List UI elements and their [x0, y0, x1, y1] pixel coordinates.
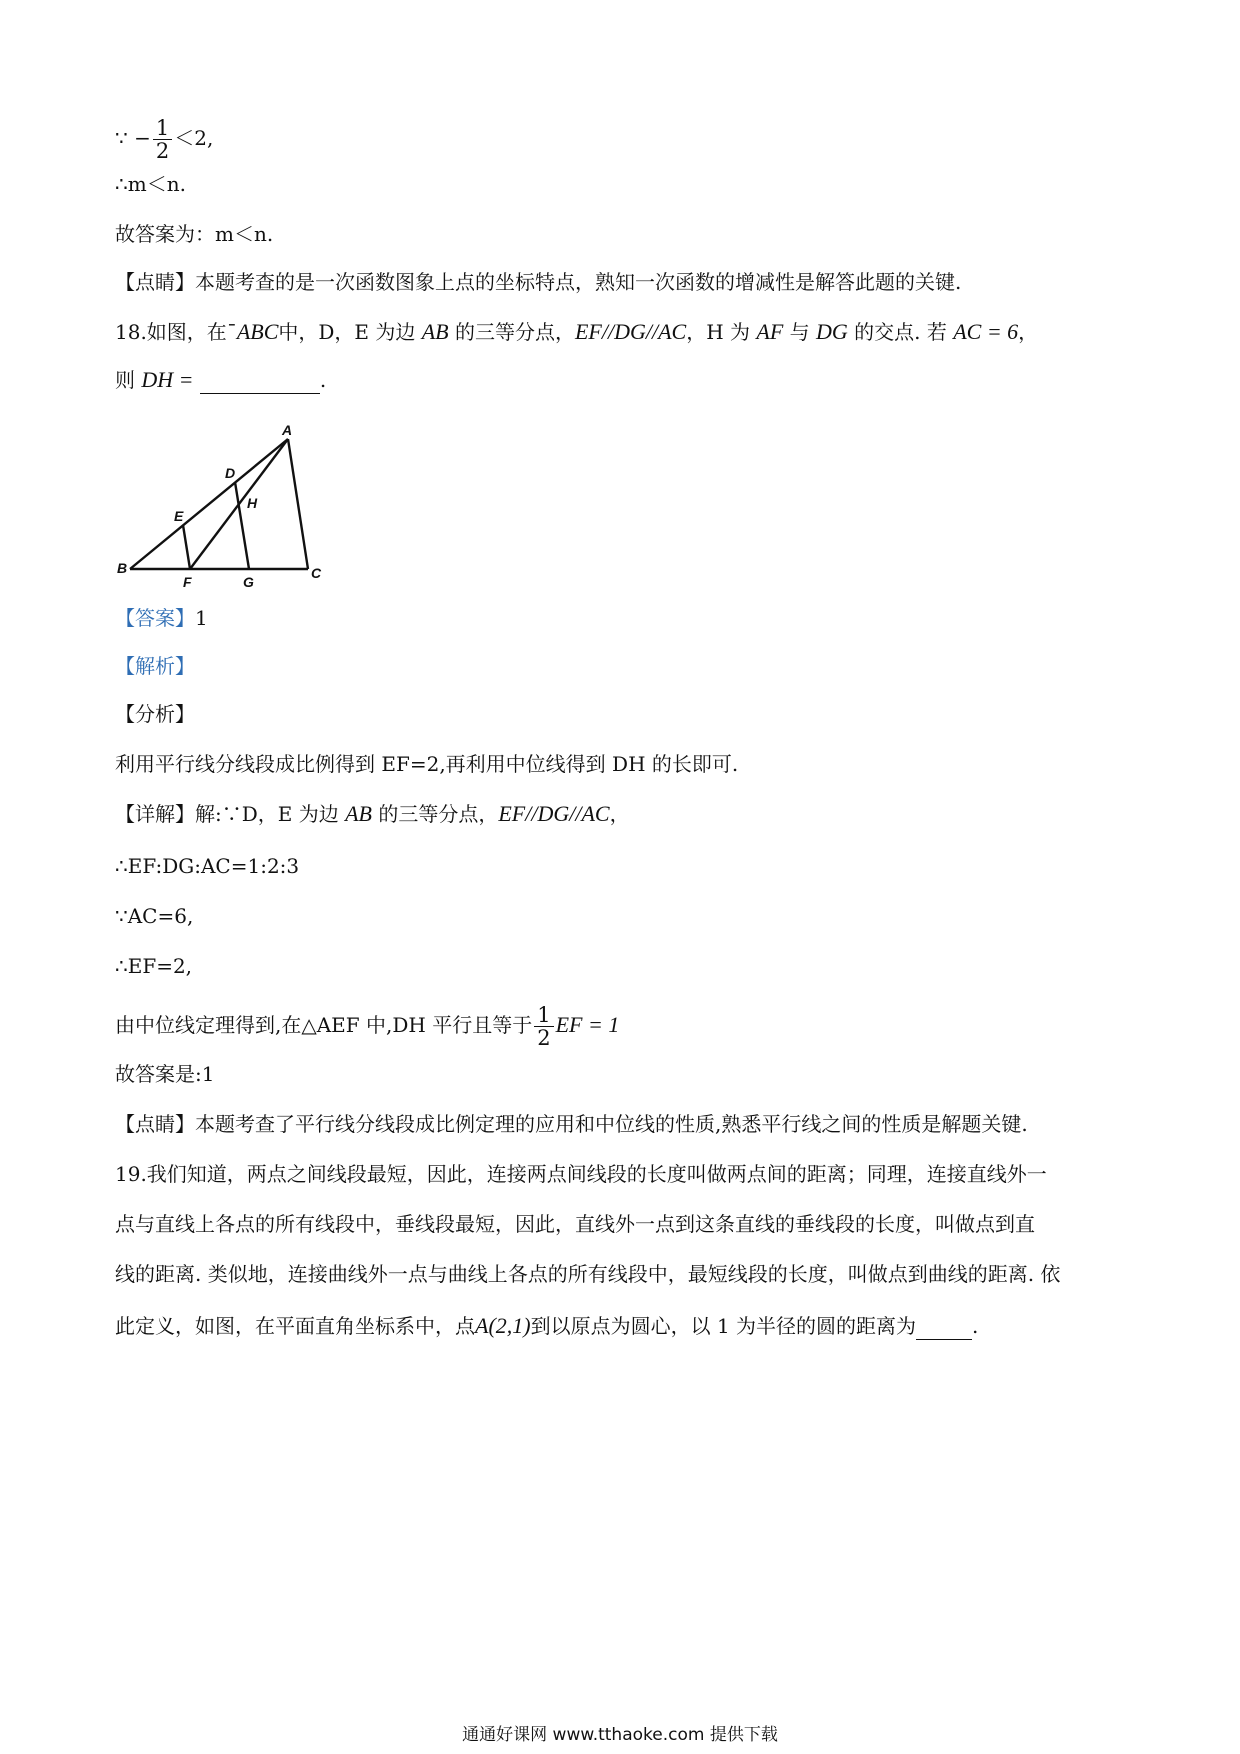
line-answer-m-lt-n: 故答案为：m＜n.: [115, 222, 274, 246]
segment-ef: [183, 525, 190, 569]
label-b: B: [117, 560, 128, 576]
page-footer: 通通好课网 www.tthaoke.com 提供下载: [462, 1725, 778, 1745]
answer-blank-19: [916, 1317, 972, 1340]
tag-dianjing: 【点睛】: [115, 270, 195, 294]
label-f: F: [183, 574, 192, 588]
label-g: G: [243, 574, 254, 588]
tag-dianjing-2: 【点睛】: [115, 1112, 195, 1136]
final-answer: 故答案是:1: [115, 1062, 215, 1086]
tag-xiangjie: 【详解】: [115, 802, 195, 826]
answer-line: [115, 604, 208, 632]
line-therefore-m-lt-n: ∴m＜n.: [115, 172, 186, 196]
q19-line-2: 点与直线上各点的所有线段中，垂线段最短，因此，直线外一点到这条直线的垂线段的长度，叫做点到直: [115, 1212, 1035, 1236]
tag-fenxi: 【分析】: [115, 702, 195, 726]
fraction-one-half: $\frac{1}{2}$: [153, 117, 172, 162]
dianjing-line-2: 【点睛】本题考查了平行线分线段成比例定理的应用和中位线的性质,熟悉平行线之间的性质是解题关键.: [115, 1112, 1028, 1136]
label-e: E: [174, 508, 184, 524]
line-since-fraction: ∵ − $\frac{1}{2}$ ＜2,: [115, 116, 214, 163]
fraction-one-half-2: $\frac{1}{2}$: [534, 1004, 553, 1049]
tag-jiexi: 【解析】: [115, 654, 195, 678]
answer-blank: [200, 371, 320, 394]
tag-answer: 【答案】: [115, 606, 195, 630]
triangle-figure: [115, 418, 335, 588]
q19-line-4: 此定义，如图，在平面直角坐标系中，点A(2,1)到以原点为圆心，以 1 为半径的圆的距离为 .: [115, 1313, 979, 1338]
step-midline: 由中位线定理得到,在△AEF 中,DH 平行且等于 $\frac{1}{2}$ EF = 1: [115, 1003, 620, 1050]
fenxi-body: 利用平行线分线段成比例得到 EF=2,再利用中位线得到 DH 的长即可.: [115, 752, 739, 776]
q19-line-1: 19.我们知道，两点之间线段最短，因此，连接两点间线段的长度叫做两点间的距离；同理，连接直线外一: [115, 1162, 1047, 1186]
q19-line-3: 线的距离. 类似地，连接曲线外一点与曲线上各点的所有线段中，最短线段的长度，叫做点到曲线的距离. 依: [115, 1262, 1061, 1286]
label-c: C: [311, 565, 322, 581]
segment-ac: [288, 439, 308, 569]
label-d: D: [225, 465, 236, 481]
xiangjie-line: 【详解】解:∵D，E 为边 AB 的三等分点，EF//DG//AC，: [115, 801, 630, 826]
q18-line-1: 18.如图，在¯ABC中，D，E 为边 AB 的三等分点，EF//DG//AC，H 为 AF 与 DG 的交点. 若 AC = 6，: [115, 319, 1039, 344]
q18-line-2: 则 DH = .: [115, 367, 327, 392]
step-ef: ∴EF=2,: [115, 954, 193, 978]
answer-value: 1: [195, 606, 208, 630]
step-ac: ∵AC=6,: [115, 904, 194, 928]
segment-ba: [130, 439, 288, 569]
label-h: H: [247, 495, 258, 511]
step-ratio: ∴EF:DG:AC=1:2:3: [115, 854, 300, 878]
label-a: A: [282, 422, 293, 438]
line-dianjing-1: 【点睛】本题考查的是一次函数图象上点的坐标特点，熟知一次函数的增减性是解答此题的关键.: [115, 270, 962, 294]
